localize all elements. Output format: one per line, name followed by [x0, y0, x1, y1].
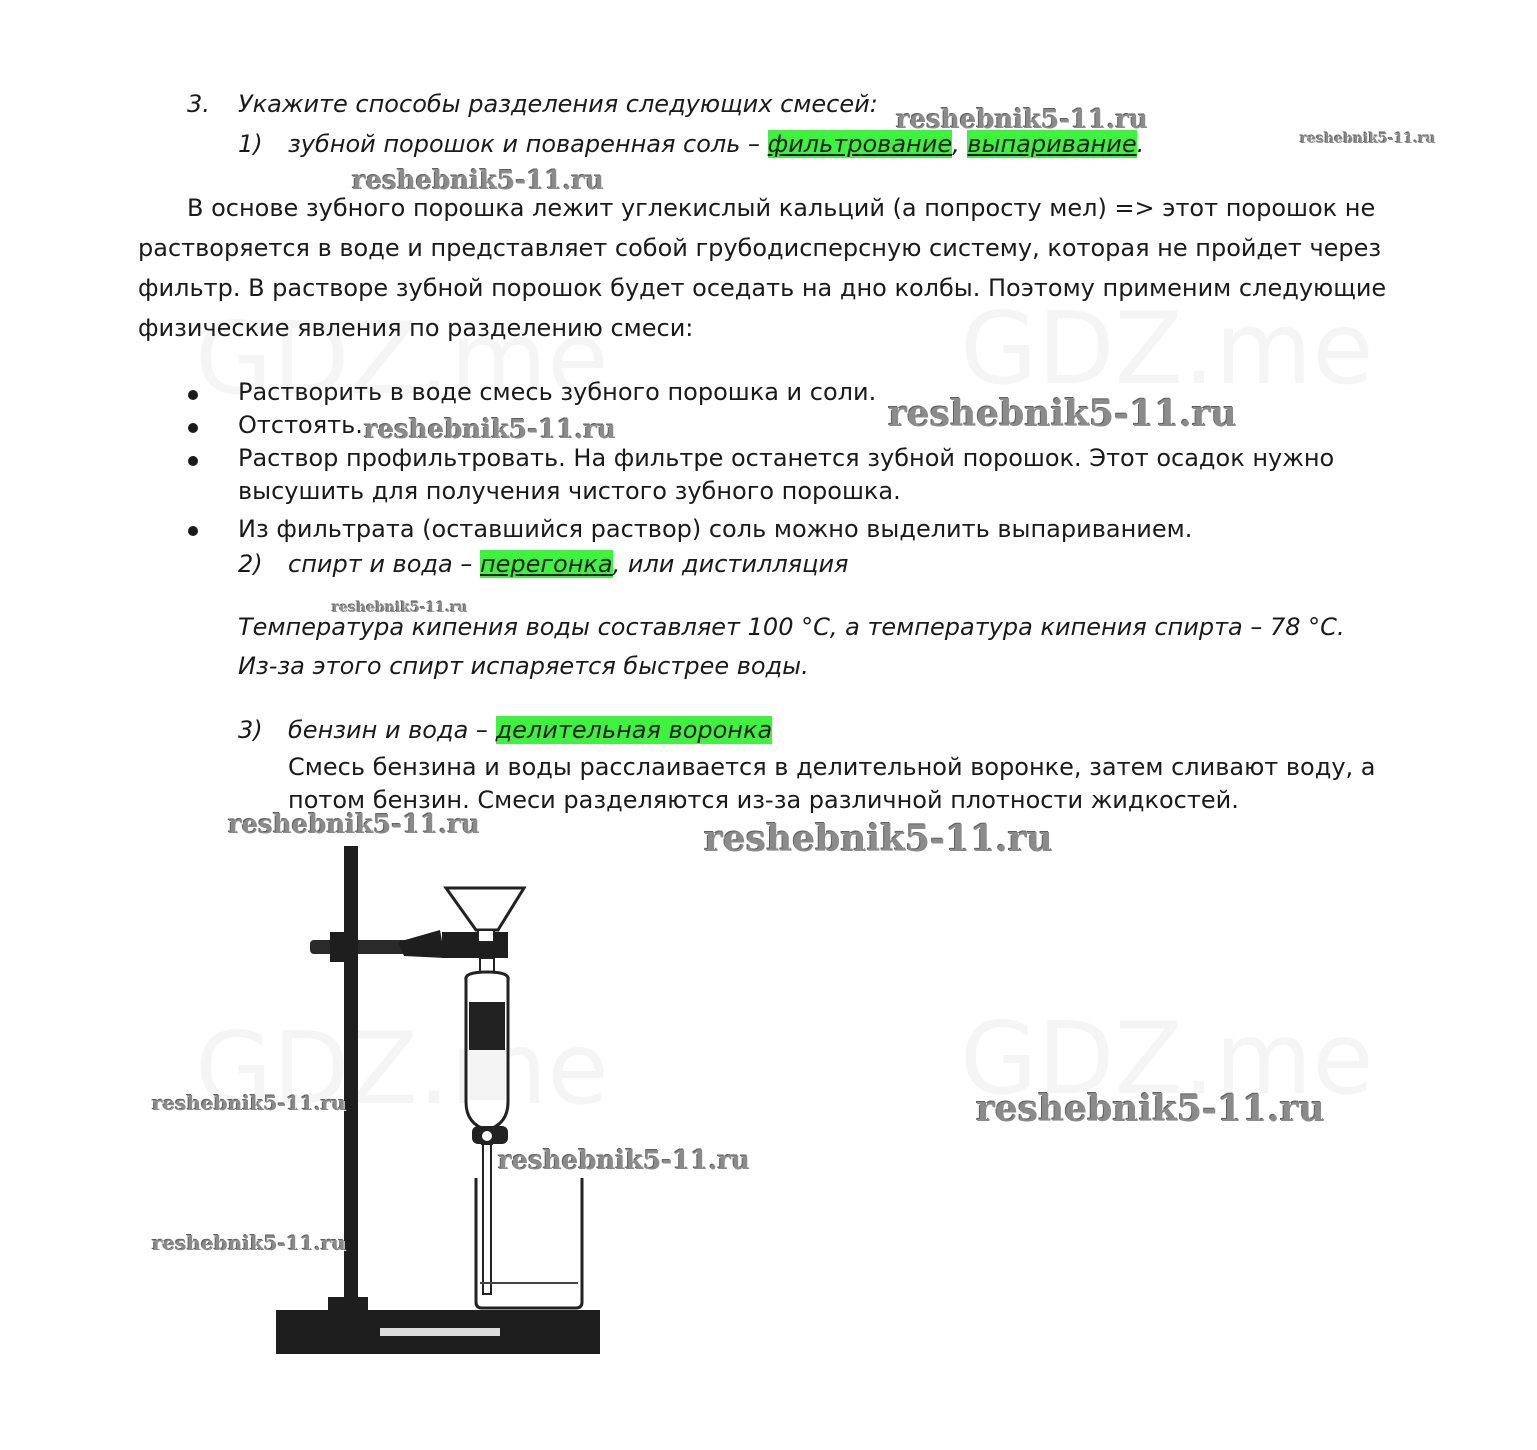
item2-explanation-line: Из-за этого спирт испаряется быстрее воды. — [238, 652, 809, 680]
item3-answer: делительная воронка — [495, 716, 773, 744]
lower-liquid-layer — [469, 1050, 505, 1100]
step-text: Раствор профильтровать. На фильтре останется зубной порошок. Этот осадок нужно — [238, 444, 1335, 472]
outlet-tube — [483, 1144, 491, 1294]
item1-text: зубной порошок и поваренная соль – — [288, 130, 761, 158]
site-watermark: reshebnik5-11.ru — [352, 166, 605, 196]
explanation1-line: физические явления по разделению смеси: — [138, 314, 694, 342]
item3-text: бензин и вода – — [288, 716, 488, 744]
explanation1-line: фильтр. В растворе зубной порошок будет оседать на дно колбы. Поэтому применим следующие — [138, 274, 1387, 302]
site-watermark: reshebnik5-11.ru — [152, 1091, 346, 1115]
question-number: 3. — [187, 90, 210, 118]
item3-explanation-line: Смесь бензина и воды расслаивается в делительной воронке, затем сливают воду, а — [288, 753, 1376, 781]
clamp-holder — [442, 932, 508, 958]
stopcock-hole — [482, 1131, 492, 1141]
bullet — [188, 390, 198, 400]
item2-number: 2) — [238, 550, 263, 578]
item1-separator: , — [952, 130, 960, 158]
item2-text: спирт и вода – — [288, 550, 473, 578]
step-text: Отстоять. — [238, 411, 363, 439]
clamp-boss — [330, 932, 358, 962]
funnel-neck — [478, 930, 494, 942]
question-title: Укажите способы разделения следующих смесей: — [238, 90, 878, 118]
item1-answer-filtration: фильтрование — [767, 130, 953, 158]
site-watermark: reshebnik5-11.ru — [1300, 131, 1436, 147]
clamp-arm — [310, 940, 410, 954]
item3-explanation-line: потом бензин. Смеси разделяются из-за различной плотности жидкостей. — [288, 786, 1239, 814]
item1-number: 1) — [238, 130, 263, 158]
site-watermark: reshebnik5-11.ru — [498, 1146, 751, 1176]
site-watermark: reshebnik5-11.ru — [888, 393, 1237, 435]
bullet — [188, 526, 198, 536]
item1-end: . — [1136, 130, 1145, 158]
item3-number: 3) — [238, 716, 263, 744]
explanation1-line: В основе зубного порошка лежит углекислый кальций (а попросту мел) => этот порошок не — [187, 194, 1376, 222]
upper-liquid-layer — [469, 1002, 505, 1050]
item2-explanation-line: Температура кипения воды составляет 100 °С, а температура кипения спирта – 78 °С. — [238, 613, 1345, 641]
site-watermark: reshebnik5-11.ru — [704, 818, 1053, 860]
site-watermark: reshebnik5-11.ru — [332, 600, 468, 616]
stand-rod — [344, 846, 358, 1306]
explanation1-line: растворяется в воде и представляет собой грубодисперсную систему, которая не пройдет через — [138, 234, 1382, 262]
site-watermark: reshebnik5-11.ru — [976, 1088, 1325, 1130]
site-watermark: reshebnik5-11.ru — [152, 1231, 346, 1255]
step-text: Из фильтрата (оставшийся раствор) соль можно выделить выпариванием. — [238, 515, 1193, 543]
item2-rest: , или дистилляция — [612, 550, 849, 578]
clamp-jaw — [398, 930, 445, 958]
bullet — [188, 456, 198, 466]
item3-line — [288, 716, 772, 744]
site-watermark: reshebnik5-11.ru — [896, 105, 1149, 135]
site-watermark: reshebnik5-11.ru — [364, 415, 617, 445]
top-funnel — [446, 888, 524, 930]
item2-line — [288, 550, 848, 578]
step-text: Растворить в воде смесь зубного порошка и соли. — [238, 378, 877, 406]
bullet — [188, 423, 198, 433]
item1-answer-evaporation: выпаривание — [967, 130, 1137, 158]
stand-base-slot — [380, 1328, 500, 1336]
site-watermark: reshebnik5-11.ru — [228, 810, 481, 840]
item2-answer: перегонка — [479, 550, 613, 578]
step-text: высушить для получения чистого зубного порошка. — [238, 477, 901, 505]
